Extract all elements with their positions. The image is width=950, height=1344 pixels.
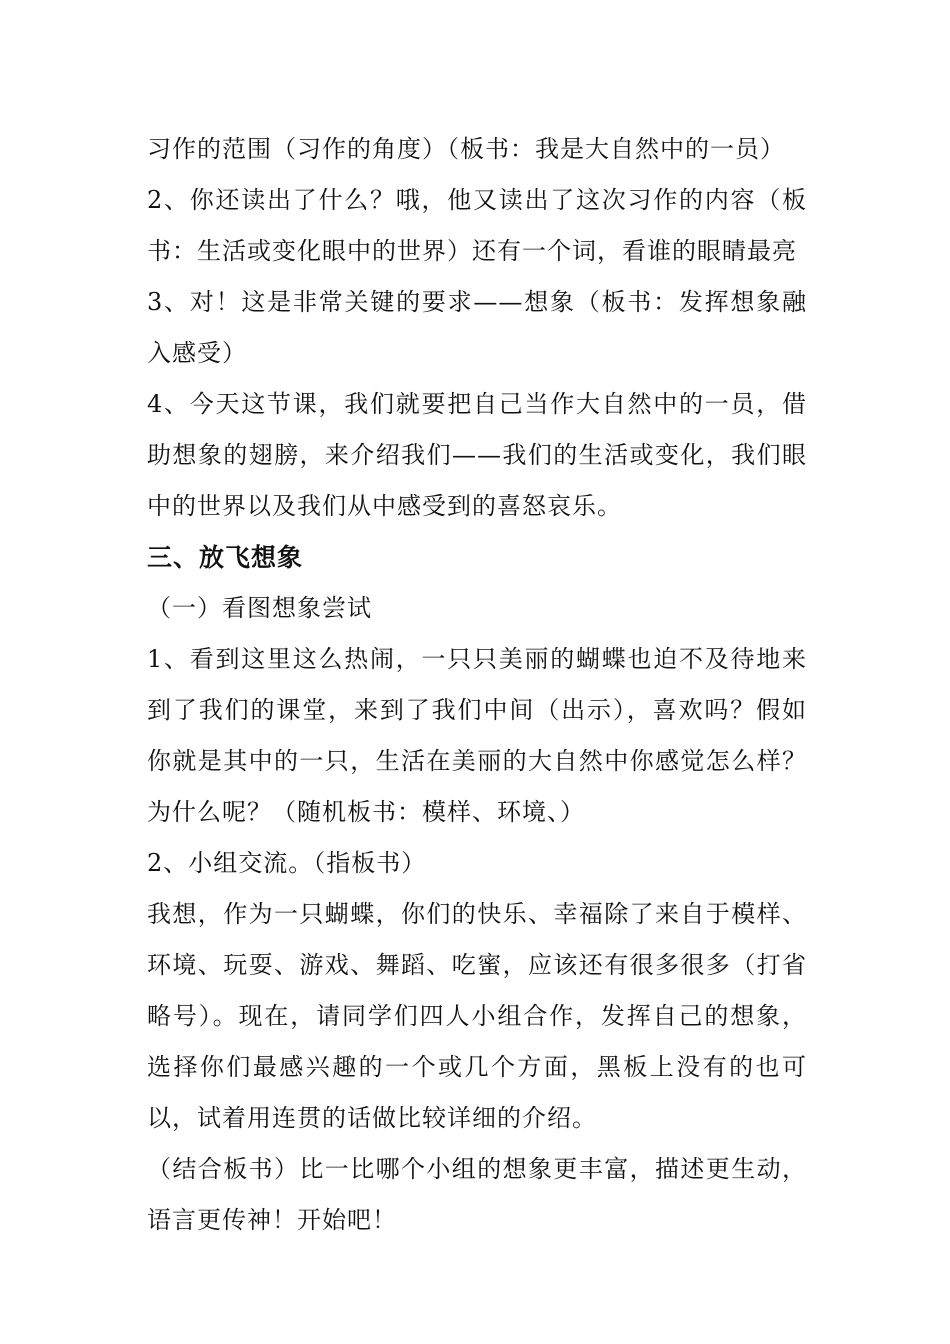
document-body	[147, 124, 807, 1246]
paragraph-item-3: 3、对！这是非常关键的要求——想象（板书：发挥想象融入感受）	[147, 288, 807, 367]
paragraph-step-2: 2、小组交流。（指板书）	[147, 849, 427, 877]
paragraph-group-instructions: 我想，作为一只蝴蝶，你们的快乐、幸福除了来自于模样、环境、玩耍、游戏、舞蹈、吃蜜，应该还有很多很多（打省略号）。现在，请同学们四人小组合作，发挥自己的想象，选择你们最感兴趣的一个或几个方面，黑板上没有的也可以，试着用连贯的话做比较详细的介绍。	[147, 900, 807, 1132]
subsection-heading: （一）看图想象尝试	[147, 594, 372, 622]
paragraph-closing: （结合板书）比一比哪个小组的想象更丰富，描述更生动，语言更传神！开始吧！	[147, 1155, 807, 1234]
paragraph-item-2: 2、你还读出了什么？哦，他又读出了这次习作的内容（板书：生活或变化眼中的世界）还有一个词，看谁的眼睛最亮	[147, 186, 807, 265]
section-heading: 三、放飞想象	[147, 543, 304, 572]
paragraph-item-4: 4、今天这节课，我们就要把自己当作大自然中的一员，借助想象的翅膀，来介绍我们——我们的生活或变化，我们眼中的世界以及我们从中感受到的喜怒哀乐。	[147, 390, 807, 520]
paragraph-step-1: 1、看到这里这么热闹，一只只美丽的蝴蝶也迫不及待地来到了我们的课堂，来到了我们中间（出示），喜欢吗？假如你就是其中的一只，生活在美丽的大自然中你感觉怎么样？为什么呢？（随机板书：模样、环境、）	[147, 645, 807, 826]
paragraph-writing-scope: 习作的范围（习作的角度）（板书：我是大自然中的一员）	[147, 135, 785, 163]
